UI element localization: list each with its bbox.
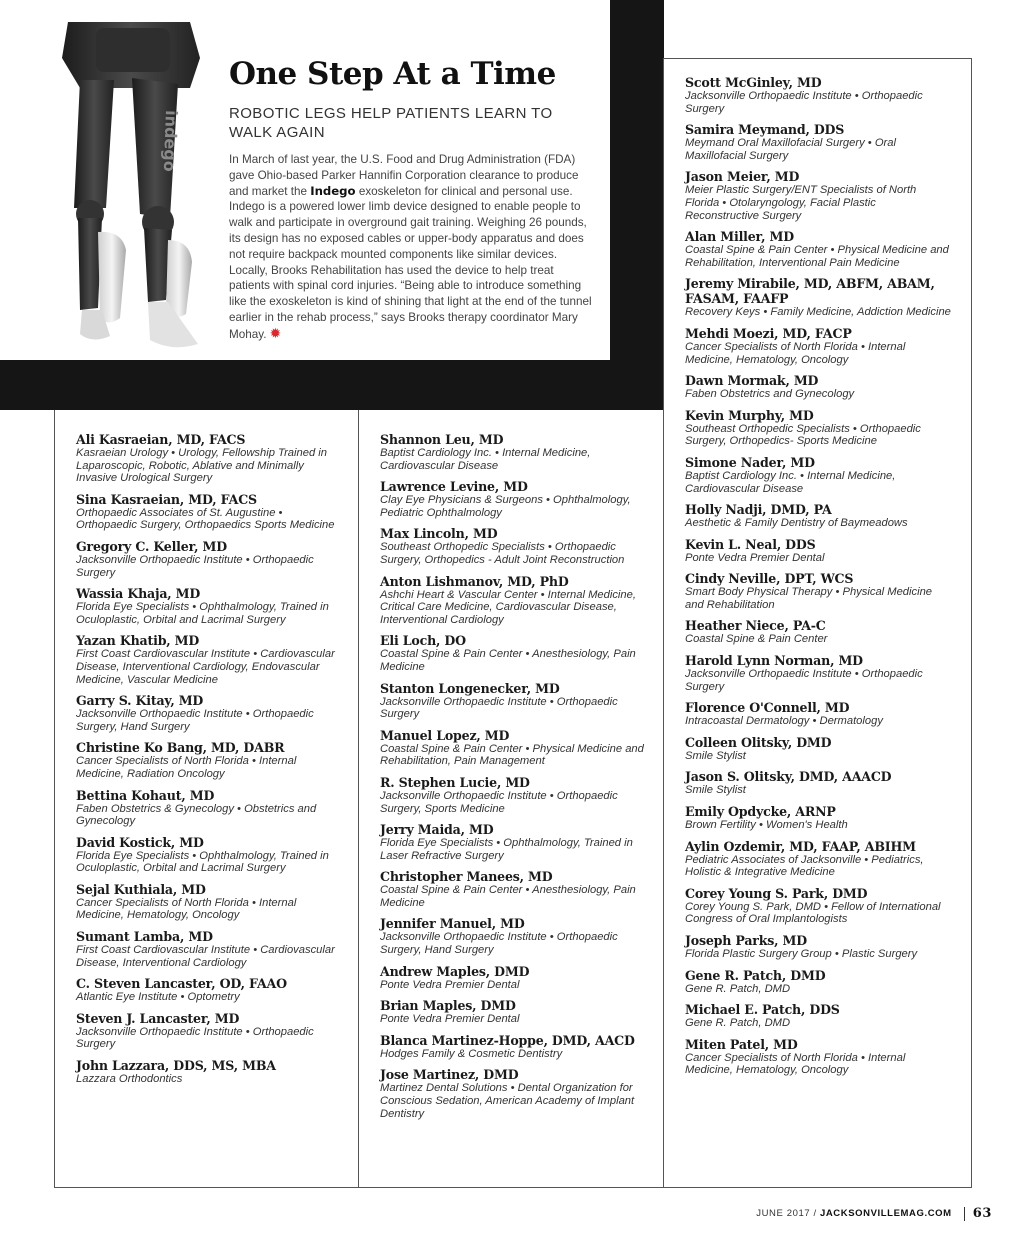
- directory-entry: [380, 432, 644, 472]
- practice-specialty: Atlantic Eye Institute • Optometry: [76, 991, 240, 1004]
- doctor-name: David Kostick, MD: [76, 834, 204, 850]
- doctor-name: Michael E. Patch, DDS: [685, 1002, 840, 1018]
- practice-specialty: Pediatric Associates of Jacksonville • Pediatrics, Holistic & Integrative Medicine: [685, 853, 924, 879]
- directory-entry: [685, 769, 951, 797]
- practice-specialty: Ashchi Heart & Vascular Center • Internal Medicine, Critical Care Medicine, Cardiovascular Disease, Interventional Cardiology: [380, 588, 636, 626]
- directory-entry: [380, 964, 644, 992]
- doctor-name: C. Steven Lancaster, OD, FAAO: [76, 976, 287, 992]
- directory-entry: [685, 653, 951, 693]
- directory-entry: [76, 835, 339, 875]
- directory-entry: [685, 408, 951, 448]
- practice-specialty: Jacksonville Orthopaedic Institute • Orthopaedic Surgery: [685, 90, 923, 115]
- doctor-name: Jerry Maida, MD: [380, 822, 494, 838]
- doctor-name: R. Stephen Lucie, MD: [380, 774, 530, 790]
- doctor-name: Emily Opdycke, ARNP: [685, 804, 836, 820]
- practice-specialty: Faben Obstetrics and Gynecology: [685, 388, 855, 401]
- practice-specialty: Florida Plastic Surgery Group • Plastic Surgery: [685, 948, 918, 960]
- directory-entry: [685, 839, 951, 879]
- practice-specialty: Coastal Spine & Pain Center • Anesthesiology, Pain Medicine: [380, 884, 636, 909]
- directory-entry: [685, 169, 951, 222]
- doctor-name: Sumant Lamba, MD: [76, 929, 213, 945]
- doctor-name: Scott McGinley, MD: [685, 75, 822, 90]
- practice-specialty: Jacksonville Orthopaedic Institute • Orthopaedic Surgery: [76, 1025, 314, 1051]
- feature-title: One Step At a Time: [229, 56, 556, 92]
- doctor-name: Sina Kasraeian, MD, FACS: [76, 491, 257, 507]
- practice-specialty: Smart Body Physical Therapy • Physical Medicine and Rehabilitation: [685, 586, 933, 611]
- practice-specialty: Jacksonville Orthopaedic Institute • Orthopaedic Surgery: [76, 553, 314, 579]
- directory-entry: [380, 775, 644, 815]
- doctor-name: Andrew Maples, DMD: [380, 963, 530, 979]
- doctor-name: Yazan Khatib, MD: [76, 633, 200, 649]
- directory-entry: [380, 574, 644, 627]
- doctor-name: Manuel Lopez, MD: [380, 727, 510, 743]
- directory-entry: [380, 998, 644, 1026]
- directory-entry: [76, 1058, 339, 1086]
- practice-specialty: Meymand Oral Maxillofacial Surgery • Oral Maxillofacial Surgery: [685, 137, 896, 162]
- directory-entry: [76, 539, 339, 579]
- practice-specialty: Coastal Spine & Pain Center: [685, 633, 828, 646]
- practice-specialty: Ponte Vedra Premier Dental: [685, 551, 825, 564]
- directory-entry: [685, 537, 951, 565]
- directory-entry: [76, 1011, 339, 1051]
- practice-specialty: Aesthetic & Family Dentistry of Baymeadows: [685, 517, 908, 530]
- practice-specialty: Lazzara Orthodontics: [76, 1073, 183, 1086]
- doctor-name: Kevin Murphy, MD: [685, 407, 814, 423]
- practice-specialty: Jacksonville Orthopaedic Institute • Orthopaedic Surgery: [380, 695, 618, 721]
- directory-entry: [685, 735, 951, 763]
- body-part-2: exoskeleton for clinical and personal use. Indego is a powered lower limb device designed to enable people to walk and participate in overground gait training. Weighing 26 pounds, its design has no exposed cables or upper-body apparatus and does not require backpack mounted components like similar devices. Locally, Brooks Rehabilitation has used the device to help treat patients with spinal cord injuries. “Being able to introduce something like the exoskeleton is kind of shining that light at the end of the tunnel earlier in the rehab process,” says Brooks therapy coordinator Mary Mohay.: [229, 184, 592, 341]
- doctor-name: Jose Martinez, DMD: [380, 1067, 519, 1083]
- directory-entry: [76, 882, 339, 922]
- practice-specialty: Clay Eye Physicians & Surgeons • Ophthalmology, Pediatric Ophthalmology: [380, 494, 631, 519]
- practice-specialty: Martinez Dental Solutions • Dental Organization for Conscious Sedation, American Academy of Implant Dentistry: [380, 1082, 635, 1120]
- directory-column-3: [663, 58, 972, 1188]
- doctor-name: Jason S. Olitsky, DMD, AAACD: [685, 769, 892, 785]
- indego-logo-text: indego: [159, 109, 181, 173]
- feature-article: [229, 56, 595, 343]
- doctor-name: Simone Nader, MD: [685, 454, 815, 470]
- practice-specialty: Brown Fertility • Women's Health: [685, 819, 848, 832]
- directory-entry: [380, 728, 644, 768]
- doctor-name: Harold Lynn Norman, MD: [685, 653, 863, 669]
- doctor-name: Jennifer Manuel, MD: [380, 916, 525, 932]
- directory-entry: [685, 804, 951, 832]
- doctor-name: Holly Nadji, DMD, PA: [685, 502, 832, 518]
- directory-entry: [685, 1037, 951, 1077]
- practice-specialty: Coastal Spine & Pain Center • Anesthesiology, Pain Medicine: [380, 648, 636, 673]
- practice-specialty: Jacksonville Orthopaedic Institute • Orthopaedic Surgery, Hand Surgery: [76, 708, 314, 733]
- footer-divider: [964, 1207, 965, 1221]
- doctor-name: Shannon Leu, MD: [380, 432, 504, 447]
- practice-specialty: Gene R. Patch, DMD: [685, 982, 791, 995]
- directory-column-2: [358, 410, 664, 1188]
- doctor-name: Heather Niece, PA-C: [685, 618, 826, 634]
- doctor-name: Brian Maples, DMD: [380, 998, 516, 1014]
- directory-entry: [380, 1067, 644, 1120]
- doctor-name: Cindy Neville, DPT, WCS: [685, 571, 854, 587]
- doctor-name: Bettina Kohaut, MD: [76, 787, 215, 803]
- practice-specialty: Southeast Orthopedic Specialists • Orthopaedic Surgery, Orthopedics- Sports Medicine: [685, 422, 921, 448]
- directory-entry: [76, 586, 339, 626]
- practice-specialty: Smile Stylist: [685, 749, 746, 762]
- directory-entry: [380, 479, 644, 519]
- feature-box: [0, 0, 610, 360]
- directory-entry: [685, 618, 951, 646]
- doctor-name: Max Lincoln, MD: [380, 526, 498, 542]
- page-number: 63: [972, 1206, 992, 1221]
- doctor-name: Jeremy Mirabile, MD, ABFM, ABAM, FASAM, FAAFP: [685, 276, 935, 307]
- doctor-name: Alan Miller, MD: [685, 229, 794, 245]
- practice-specialty: Recovery Keys • Family Medicine, Addiction Medicine: [685, 306, 951, 319]
- directory-entry: [380, 916, 644, 956]
- practice-specialty: Faben Obstetrics & Gynecology • Obstetrics and Gynecology: [76, 802, 317, 828]
- doctor-name: Aylin Ozdemir, MD, FAAP, ABIHM: [685, 838, 916, 854]
- doctor-name: Gregory C. Keller, MD: [76, 538, 227, 554]
- end-mark-icon: ✹: [269, 324, 282, 341]
- directory-entry: [685, 326, 951, 366]
- directory-entry: [76, 929, 339, 969]
- doctor-name: Dawn Mormak, MD: [685, 373, 819, 389]
- doctor-name: Samira Meymand, DDS: [685, 122, 845, 138]
- directory-entry: [76, 976, 339, 1004]
- doctor-name: Mehdi Moezi, MD, FACP: [685, 325, 852, 341]
- directory-entry: [76, 693, 339, 733]
- body-part-1: In March of last year, the U.S. Food and Drug Administration (FDA) gave Ohio-based Parker Hannifin Corporation clearance to produce and market the: [229, 153, 579, 198]
- directory-entry: [380, 633, 644, 673]
- practice-specialty: Cancer Specialists of North Florida • Internal Medicine, Hematology, Oncology: [685, 1051, 906, 1077]
- doctor-name: Corey Young S. Park, DMD: [685, 885, 868, 901]
- exoskeleton-legs-image: [40, 18, 230, 352]
- practice-specialty: Intracoastal Dermatology • Dermatology: [685, 715, 883, 728]
- practice-specialty: Southeast Orthopedic Specialists • Orthopaedic Surgery, Orthopedics - Adult Joint Reconstruction: [380, 541, 625, 566]
- doctor-name: Kevin L. Neal, DDS: [685, 536, 816, 552]
- doctor-name: Stanton Longenecker, MD: [380, 680, 560, 696]
- directory-entry: [380, 822, 644, 862]
- directory-entry: [685, 75, 951, 115]
- directory-entry: [76, 788, 339, 828]
- directory-entry: [685, 571, 951, 611]
- doctor-name: Florence O'Connell, MD: [685, 700, 850, 716]
- doctor-name: John Lazzara, DDS, MS, MBA: [76, 1058, 276, 1074]
- directory-entry: [380, 681, 644, 721]
- practice-specialty: Meier Plastic Surgery/ENT Specialists of North Florida • Otolaryngology, Facial Plastic Reconstructive Surgery: [685, 184, 917, 222]
- practice-specialty: Florida Eye Specialists • Ophthalmology, Trained in Oculoplastic, Orbital and Lacrimal Surgery: [76, 849, 329, 875]
- directory-entry: [685, 502, 951, 530]
- doctor-name: Gene R. Patch, DMD: [685, 967, 826, 983]
- practice-specialty: Orthopaedic Associates of St. Augustine • Orthopaedic Surgery, Orthopaedics Sports Medicine: [76, 506, 335, 532]
- doctor-name: Joseph Parks, MD: [685, 933, 807, 948]
- practice-specialty: Jacksonville Orthopaedic Institute • Orthopaedic Surgery: [685, 668, 923, 693]
- practice-specialty: Corey Young S. Park, DMD • Fellow of International Congress of Oral Implantologists: [685, 900, 941, 926]
- practice-specialty: Florida Eye Specialists • Ophthalmology, Trained in Laser Refractive Surgery: [380, 837, 633, 862]
- practice-specialty: Cancer Specialists of North Florida • Internal Medicine, Hematology, Oncology: [76, 896, 297, 922]
- directory-entry: [76, 633, 339, 686]
- doctor-name: Eli Loch, DO: [380, 633, 466, 649]
- practice-specialty: Cancer Specialists of North Florida • Internal Medicine, Hematology, Oncology: [685, 340, 906, 366]
- practice-specialty: Florida Eye Specialists • Ophthalmology, Trained in Oculoplastic, Orbital and Lacrimal Surgery: [76, 601, 329, 626]
- doctor-name: Blanca Martinez-Hoppe, DMD, AACD: [380, 1032, 635, 1048]
- directory-entry: [685, 122, 951, 162]
- footer-date: JUNE 2017 /: [756, 1208, 820, 1220]
- feature-subtitle: ROBOTIC LEGS HELP PATIENTS LEARN TO WALK AGAIN: [229, 105, 553, 141]
- footer-magazine-link[interactable]: JACKSONVILLEMAG.COM: [819, 1208, 952, 1220]
- doctor-name: Steven J. Lancaster, MD: [76, 1010, 240, 1026]
- practice-specialty: Coastal Spine & Pain Center • Physical Medicine and Rehabilitation, Pain Management: [380, 742, 644, 768]
- practice-specialty: Coastal Spine & Pain Center • Physical Medicine and Rehabilitation, Interventional Pain Medicine: [685, 244, 949, 269]
- directory-entry: [685, 933, 951, 961]
- practice-specialty: Baptist Cardiology Inc. • Internal Medicine, Cardiovascular Disease: [380, 447, 591, 472]
- directory-entry: [76, 740, 339, 780]
- directory-entry: [685, 886, 951, 926]
- doctor-name: Sejal Kuthiala, MD: [76, 881, 206, 897]
- doctor-name: Anton Lishmanov, MD, PhD: [380, 573, 569, 589]
- doctor-name: Colleen Olitsky, DMD: [685, 734, 832, 750]
- directory-entry: [685, 373, 951, 401]
- doctor-name: Ali Kasraeian, MD, FACS: [76, 432, 246, 447]
- directory-entry: [685, 968, 951, 996]
- directory-entry: [380, 869, 644, 909]
- doctor-name: Garry S. Kitay, MD: [76, 693, 204, 709]
- practice-specialty: Jacksonville Orthopaedic Institute • Orthopaedic Surgery, Sports Medicine: [380, 789, 618, 815]
- feature-body: [229, 152, 595, 343]
- practice-specialty: Jacksonville Orthopaedic Institute • Orthopaedic Surgery, Hand Surgery: [380, 931, 618, 957]
- practice-specialty: First Coast Cardiovascular Institute • Cardiovascular Disease, Interventional Cardiology: [76, 944, 335, 969]
- directory-entry: [685, 276, 951, 319]
- page-footer: [756, 1206, 992, 1221]
- doctor-name: Wassia Khaja, MD: [76, 586, 201, 602]
- directory-entry: [685, 1002, 951, 1030]
- doctor-name: Miten Patel, MD: [685, 1036, 798, 1052]
- practice-specialty: Ponte Vedra Premier Dental: [380, 1013, 520, 1026]
- black-side-strip: [610, 0, 664, 410]
- directory-entry: [685, 229, 951, 269]
- doctor-name: Lawrence Levine, MD: [380, 479, 528, 495]
- directory-entry: [76, 432, 339, 485]
- practice-specialty: Baptist Cardiology Inc. • Internal Medicine, Cardiovascular Disease: [685, 469, 896, 495]
- indego-brand: Indego: [310, 183, 356, 198]
- doctor-name: Christine Ko Bang, MD, DABR: [76, 740, 285, 756]
- doctor-name: Jason Meier, MD: [685, 169, 800, 185]
- directory-entry: [380, 526, 644, 566]
- practice-specialty: Cancer Specialists of North Florida • Internal Medicine, Radiation Oncology: [76, 755, 297, 780]
- practice-specialty: First Coast Cardiovascular Institute • Cardiovascular Disease, Interventional Cardiology, Endovascular Medicine, Vascular Medicine: [76, 648, 335, 686]
- directory-entry: [380, 1033, 644, 1061]
- doctor-name: Christopher Manees, MD: [380, 869, 553, 885]
- practice-specialty: Gene R. Patch, DMD: [685, 1017, 791, 1030]
- directory-column-1: [54, 410, 359, 1188]
- directory-entry: [685, 455, 951, 495]
- practice-specialty: Ponte Vedra Premier Dental: [380, 978, 520, 991]
- practice-specialty: Kasraeian Urology • Urology, Fellowship Trained in Laparoscopic, Robotic, Ablative and Minimally Invasive Urological Surgery: [76, 447, 327, 485]
- directory-entry: [76, 492, 339, 532]
- practice-specialty: Smile Stylist: [685, 784, 746, 797]
- practice-specialty: Hodges Family & Cosmetic Dentistry: [380, 1047, 563, 1060]
- directory-entry: [685, 700, 951, 728]
